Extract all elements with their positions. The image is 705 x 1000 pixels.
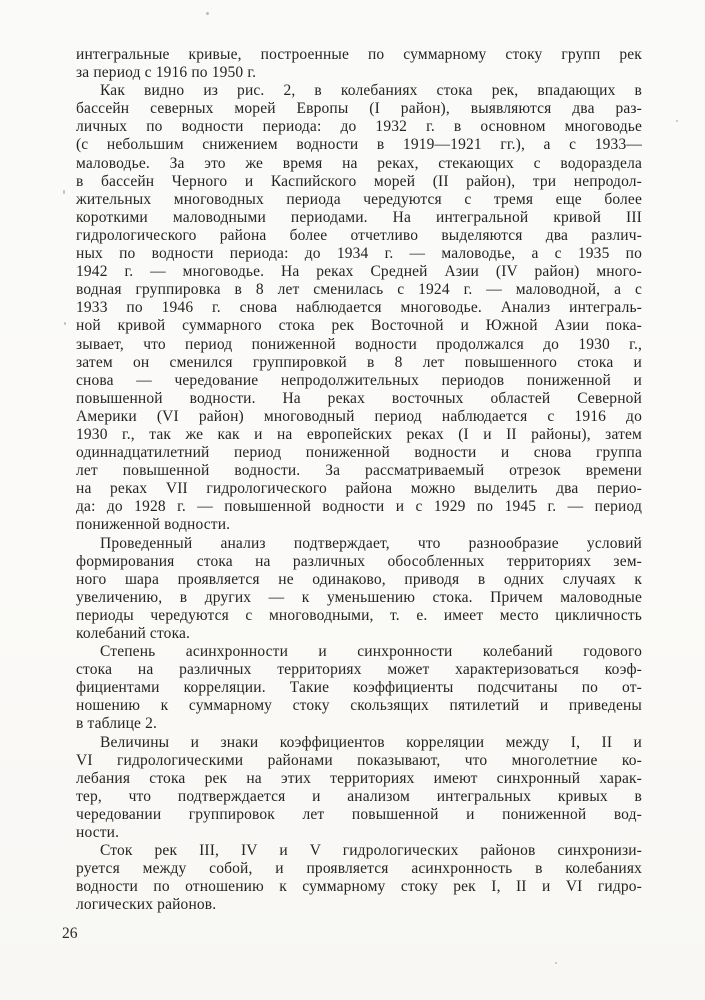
text-line: чередовании группировок лет повышенной и пониженной вод- [76, 805, 642, 823]
text-line: ной кривой суммарного стока рек Восточной и Южной Азии пока- [76, 317, 642, 335]
text-line: водности по отношению к суммарному стоку рек I, II и VI гидро- [76, 878, 642, 896]
text-line: Величины и знаки коэффициентов корреляции между I, II и [100, 733, 642, 751]
text-line: 1933 по 1946 г. снова наблюдается многоводье. Анализ интеграль- [76, 299, 642, 317]
scan-speck [676, 120, 678, 122]
text-line: лебания стока рек на этих территориях имеют синхронный харак- [76, 769, 642, 787]
text-line: короткими маловодными периодами. На интегральной кривой III [76, 208, 642, 226]
scan-speck [206, 12, 209, 15]
text-line: затем он сменился группировкой в 8 лет повышенного стока и [76, 353, 642, 371]
text-line: бассейн северных морей Европы (I район), выявляются два раз- [76, 100, 642, 118]
text-line: личных по водности периода: до 1932 г. в основном многоводье [76, 118, 642, 136]
text-line: водная группировка в 8 лет сменилась с 1924 г. — маловодной, а с [76, 281, 642, 299]
text-line: гидрологического района более отчетливо выделяются два различ- [76, 226, 642, 244]
paragraph [76, 82, 642, 534]
text-line: логических районов. [76, 896, 217, 914]
text-line: Проведенный анализ подтверждает, что разнообразие условий [100, 534, 642, 552]
text-line: увеличению, в других — к уменьшению стока. Причем маловодные [76, 588, 642, 606]
text-line: Как видно из рис. 2, в колебаниях стока рек, впадающих в [100, 82, 642, 100]
text-line: 1942 г. — многоводье. На реках Средней Азии (IV район) много- [76, 263, 642, 281]
text-line: маловодье. За это же время на реках, стекающих с водораздела [76, 154, 642, 172]
text-line: жительных многоводных периода чередуются с тремя еще более [76, 190, 642, 208]
text-line: интегральные кривые, построенные по суммарному стоку групп рек [76, 46, 642, 63]
paragraph [76, 734, 642, 843]
text-line: периоды чередуются с многоводными, т. е. имеет место цикличность [76, 606, 642, 624]
text-line: повышенной водности. На реках восточных областей Северной [76, 389, 642, 407]
text-line: VI гидрологическими районами показывают, что многолетние ко- [76, 751, 642, 769]
text-line: ношению к суммарному стоку скользящих пятилетий и приведены [76, 697, 642, 715]
scan-speck [63, 190, 65, 194]
text-line: руется между собой, и проявляется асинхронность в колебаниях [76, 860, 642, 878]
text-line: лет повышенной водности. За рассматриваемый отрезок времени [76, 462, 642, 480]
text-line: ности. [76, 824, 120, 842]
text-line: в таблице 2. [76, 715, 158, 733]
scan-speck [64, 322, 66, 325]
text-line: снова — чередование непродолжительных периодов пониженной и [76, 371, 642, 389]
paragraph [76, 643, 642, 733]
text-line: тер, что подтверждается и анализом интегральных кривых в [76, 787, 642, 805]
text-line: фициентами корреляции. Такие коэффициенты подсчитаны по от- [76, 679, 642, 697]
text-line: на реках VII гидрологического района можно выделить два перио- [76, 480, 642, 498]
text-line: (с небольшим снижением водности в 1919—1921 гг.), а с 1933— [76, 136, 642, 154]
text-line: стока на различных территориях может характеризоваться коэф- [76, 661, 642, 679]
text-line: ных по водности периода: до 1934 г. — маловодье, а с 1935 по [76, 245, 642, 263]
text-line: колебаний стока. [76, 625, 191, 642]
text-line: зывает, что период пониженной водности продолжался до 1930 г., [76, 335, 642, 353]
text-line: ного шара проявляется не одинаково, приводя в одних случаях к [76, 570, 642, 588]
scan-speck [555, 962, 557, 964]
paragraph [76, 535, 642, 644]
text-line: да: до 1928 г. — повышенной водности и с 1929 по 1945 г. — период [76, 498, 642, 516]
text-line: 1930 г., так же как и на европейских реках (I и II районы), затем [76, 425, 642, 443]
paragraph [76, 46, 642, 82]
text-line: Сток рек III, IV и V гидрологических районов синхронизи- [100, 842, 642, 860]
text-line: одиннадцатилетний период пониженной водности и снова группа [76, 444, 642, 462]
text-line: в бассейн Черного и Каспийского морей (II район), три непродол- [76, 172, 642, 190]
paragraph [76, 842, 642, 914]
page-number: 26 [62, 925, 78, 942]
page-text [76, 46, 642, 915]
text-line: Америки (VI район) многоводный период наблюдается с 1916 до [76, 407, 642, 425]
text-line: за период с 1916 по 1950 г. [76, 64, 257, 82]
text-line: пониженной водности. [76, 516, 231, 534]
text-line: Степень асинхронности и синхронности колебаний годового [100, 643, 642, 661]
text-line: формирования стока на различных обособленных территориях зем- [76, 552, 642, 570]
